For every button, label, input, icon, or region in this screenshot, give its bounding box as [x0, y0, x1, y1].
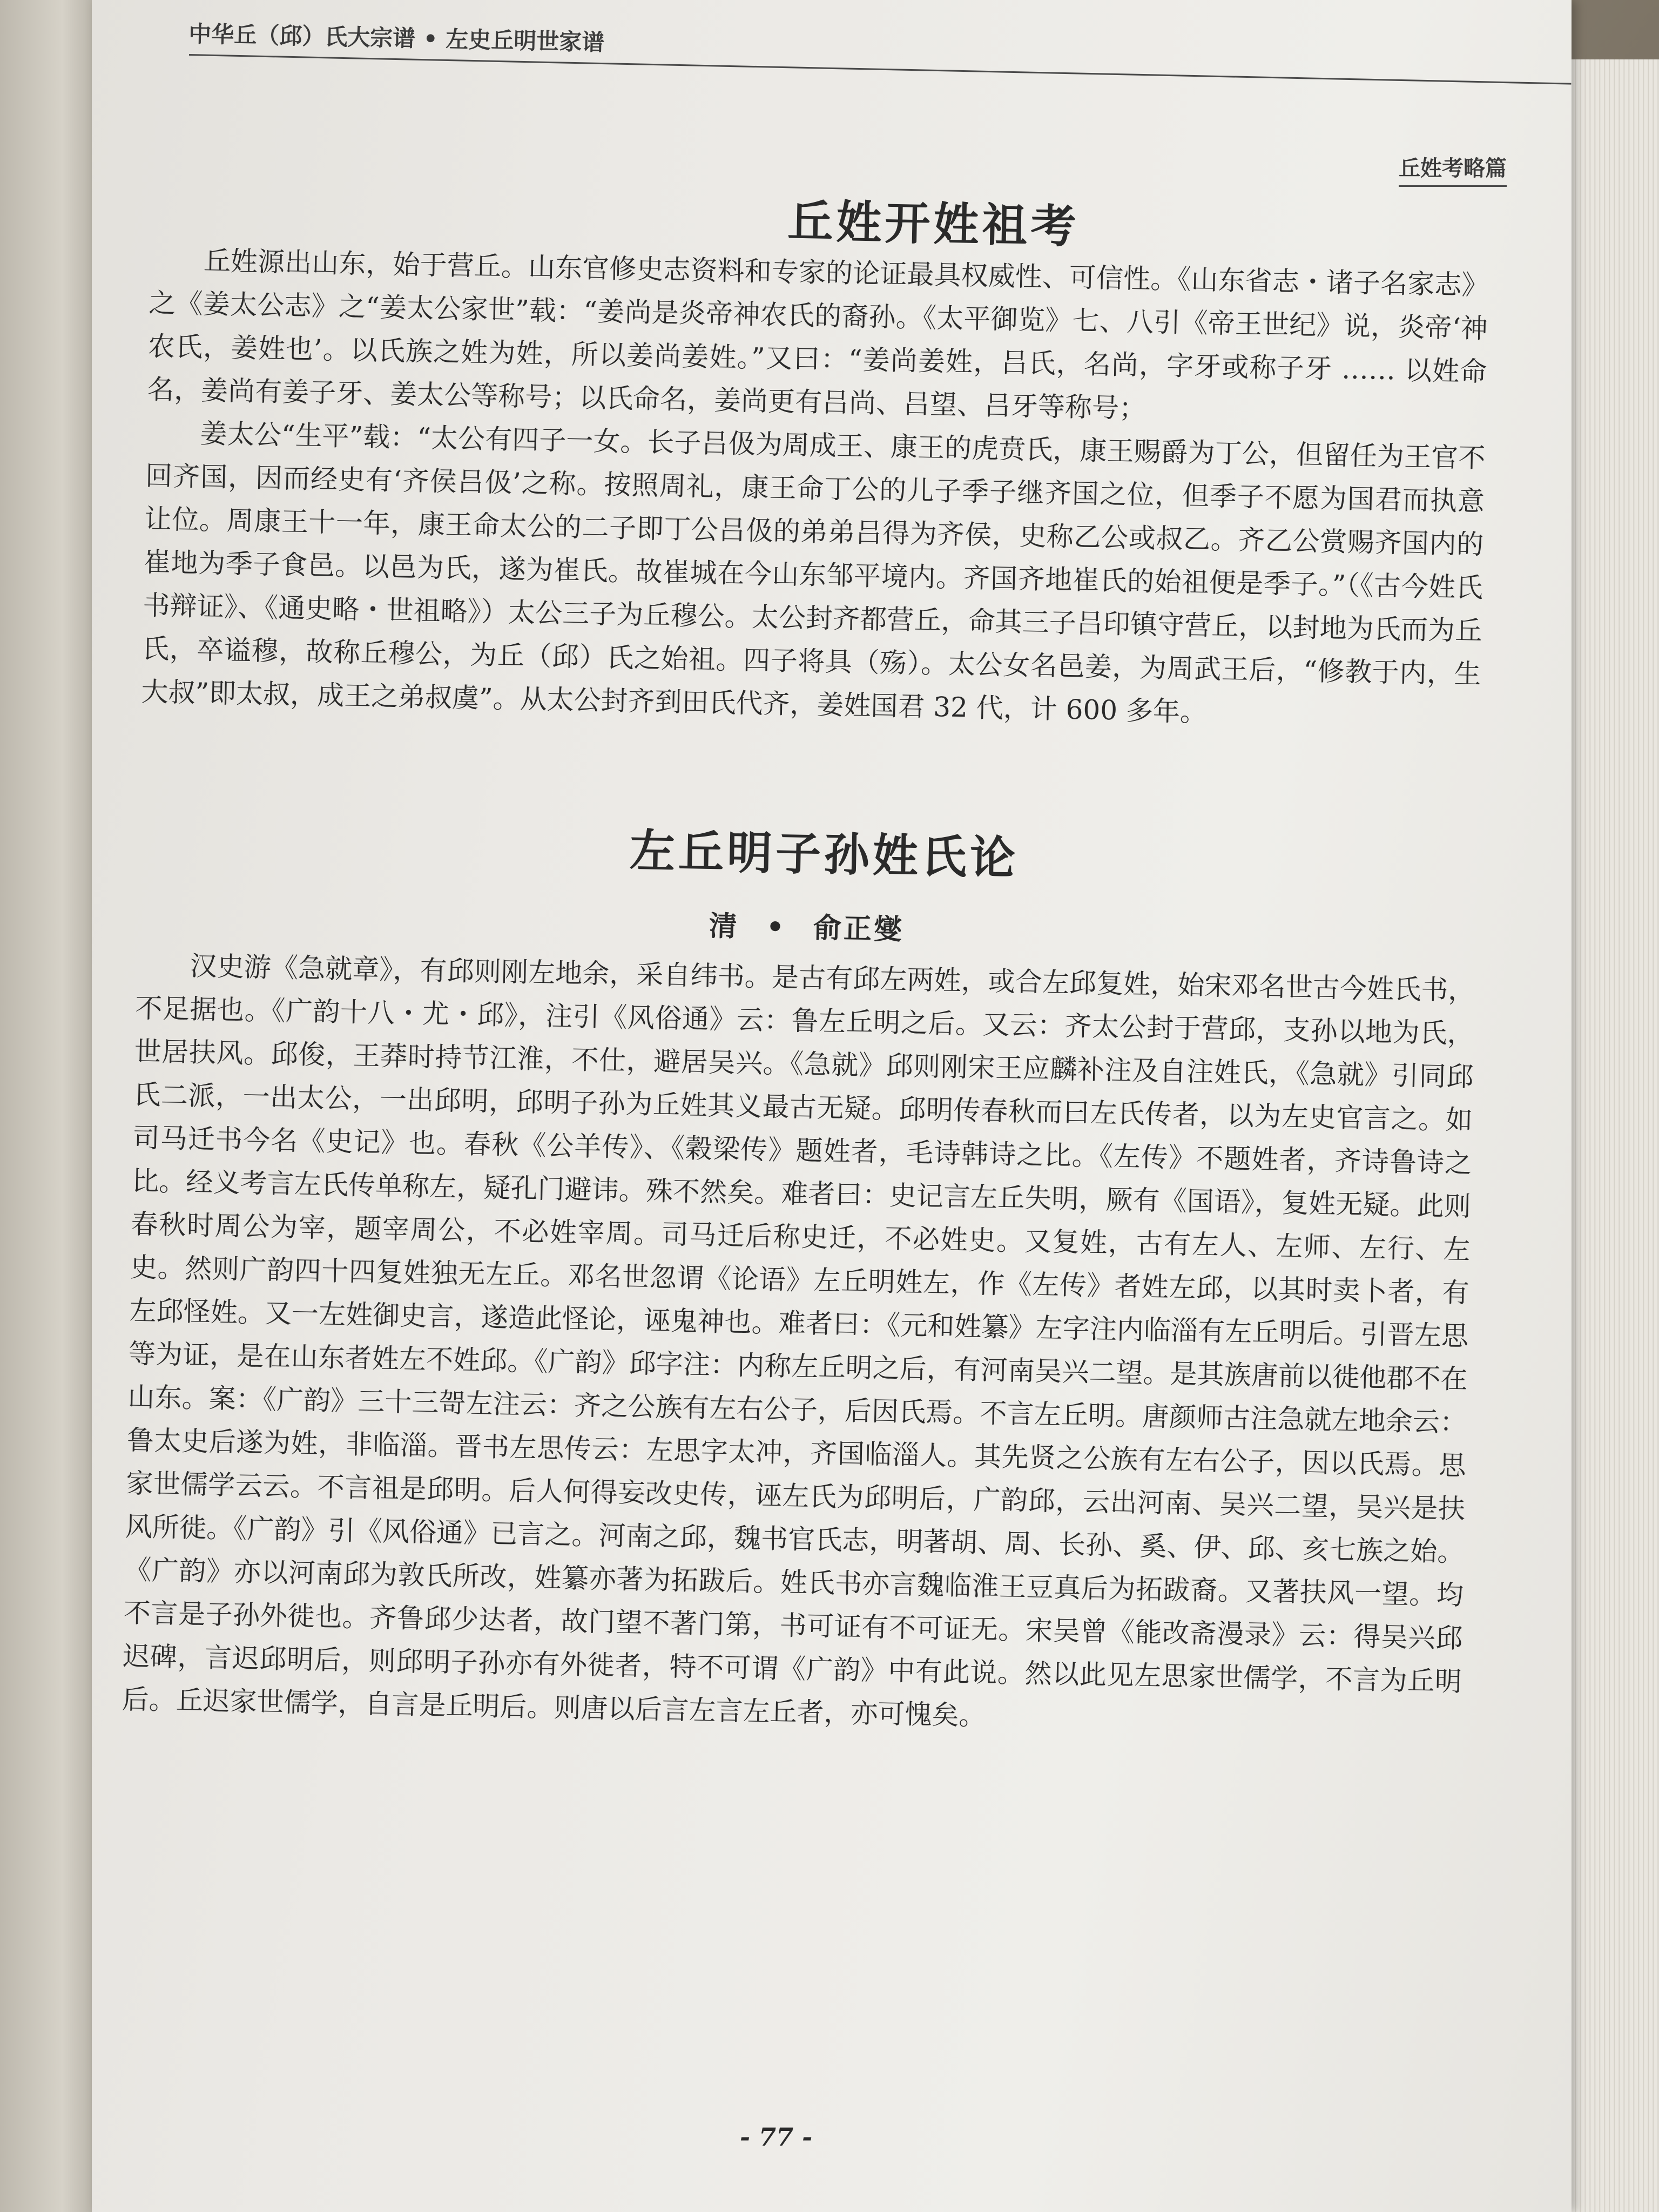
article-2-paragraph-1: 汉史游《急就章》，有邱则刚左地余，采自纬书。是古有邱左两姓，或合左邱复姓，始宋邓名世古今姓氏书，不足据也。《广韵十八・尤・邱》，注引《风俗通》云：鲁左丘明之后。又云：齐太公封于营邱，支孙以地为氏，世居扶风。邱俊，王莽时持节江淮，不仕，避居吴兴。《急就》邱则刚宋王应麟补注及自注姓氏，《急就》引同邱氏二派，一出太公，一出邱明，邱明子孙为丘姓其义最古无疑。邱明传春秋而曰左氏传者，以为左史官言之。如司马迁书今名《史记》也。春秋《公羊传》、《穀梁传》题姓者，毛诗韩诗之比。《左传》不题姓者，齐诗鲁诗之比。经义考言左氏传单称左，疑孔门避讳。殊不然矣。难者曰：史记言左丘失明，厥有《国语》，复姓无疑。此则春秋时周公为宰，题宰周公，不必姓宰周。司马迁后称史迁，不必姓史。又复姓，古有左人、左师、左行、左史。然则广韵四十四复姓独无左丘。邓名世忽谓《论语》左丘明姓左，作《左传》者姓左邱，以其时卖卜者，有左邱怪姓。又一左姓御史言，遂造此怪论，诬鬼神也。难者曰：《元和姓纂》左字注内临淄有左丘明后。引晋左思等为证，是在山东者姓左不姓邱。《广韵》邱字注：内称左丘明之后，有河南吴兴二望。是其族唐前以徙他郡不在山东。案：《广韵》三十三哿左注云：齐之公族有左右公子，后因氏焉。不言左丘明。唐颜师古注急就左地余云：鲁太史后遂为姓，非临淄。晋书左思传云：左思字太冲，齐国临淄人。其先贤之公族有左右公子，因以氏焉。思家世儒学云云。不言祖是邱明。后人何得妄改史传，诬左氏为邱明后，广韵邱，云出河南、吴兴二望，吴兴是扶风所徙。《广韵》引《风俗通》已言之。河南之邱，魏书官氏志，明著胡、周、长孙、奚、伊、邱、亥七族之始。《广韵》亦以河南邱为敦氏所改，姓纂亦著为拓跋后。姓氏书亦言魏临淮王豆真后为拓跋裔。又著扶风一望。均不言是子孙外徙也。齐鲁邱少达者，故门望不著门第，书可证有不可证无。宋吴曾《能改斋漫录》云：得吴兴邱迟碑，言迟邱明后，则邱明子孙亦有外徙者，特不可谓《广韵》中有此说。然以此见左思家世儒学，不言为丘明后。丘迟家世儒学，自言是丘明后。则唐以后言左言左丘者，亦可愧矣。 — [122, 950, 1475, 1732]
page-number: - 77 - — [740, 2122, 813, 2152]
byline-separator: • — [766, 911, 787, 944]
section-label: 丘姓考略篇 — [1399, 151, 1507, 187]
author-name: 俞正燮 — [813, 912, 905, 947]
page-content — [122, 173, 1491, 1746]
author-dynasty: 清 — [709, 910, 740, 943]
running-header: 中华丘（邱）氏大宗谱 • 左史丘明世家谱 — [188, 20, 605, 56]
article-1-paragraph-2: 姜太公“生平”载：“太公有四子一女。长子吕伋为周成王、康王的虎贲氏，康王赐爵为丁公，但留任为王官不回齐国，因而经史有‘齐侯吕伋’之称。按照周礼，康王命丁公的儿子季子继齐国之位，但季子不愿为国君而执意让位。周康王十一年，康王命太公的二子即丁公吕伋的弟弟吕得为齐侯，史称乙公或叔乙。齐乙公赏赐齐国内的崔地为季子食邑。以邑为氏，遂为崔氏。故崔城在今山东邹平境内。齐国齐地崔氏的始祖便是季子。”（《古今姓氏书辩证》、《通史略・世祖略》）太公三子为丘穆公。太公封齐都营丘，命其三子吕印镇守营丘，以封地为氏而为丘氏，卒谥穆，故称丘穆公，为丘（邱）氏之始祖。四子将具（殇）。太公女名邑姜，为周武王后，“修教于内，生大叔”即太叔，成王之弟叔虞”。从太公封齐到田氏代齐，姜姓国君 32 代，计 600 多年。 — [140, 417, 1486, 728]
article-1-paragraph-1: 丘姓源出山东，始于营丘。山东官修史志资料和专家的论证最具权威性、可信性。《山东省志・诸子名家志》之《姜太公志》之“姜太公家世”载：“姜尚是炎帝神农氏的裔孙。《太平御览》七、八引《帝王世纪》说，炎帝‘神农氏，姜姓也’。以氏族之姓为姓，所以姜尚姜姓。”又曰：“姜尚姜姓，吕氏，名尚，字牙或称子牙 …… 以姓命名，姜尚有姜子牙、姜太公等称号；以氏命名，姜尚更有吕尚、吕望、吕牙等称号； — [146, 245, 1489, 424]
book-page — [92, 0, 1572, 2212]
article-1-title: 丘姓开姓祖考 — [787, 194, 1080, 253]
article-2-title: 左丘明子孙姓氏论 — [629, 824, 1019, 885]
